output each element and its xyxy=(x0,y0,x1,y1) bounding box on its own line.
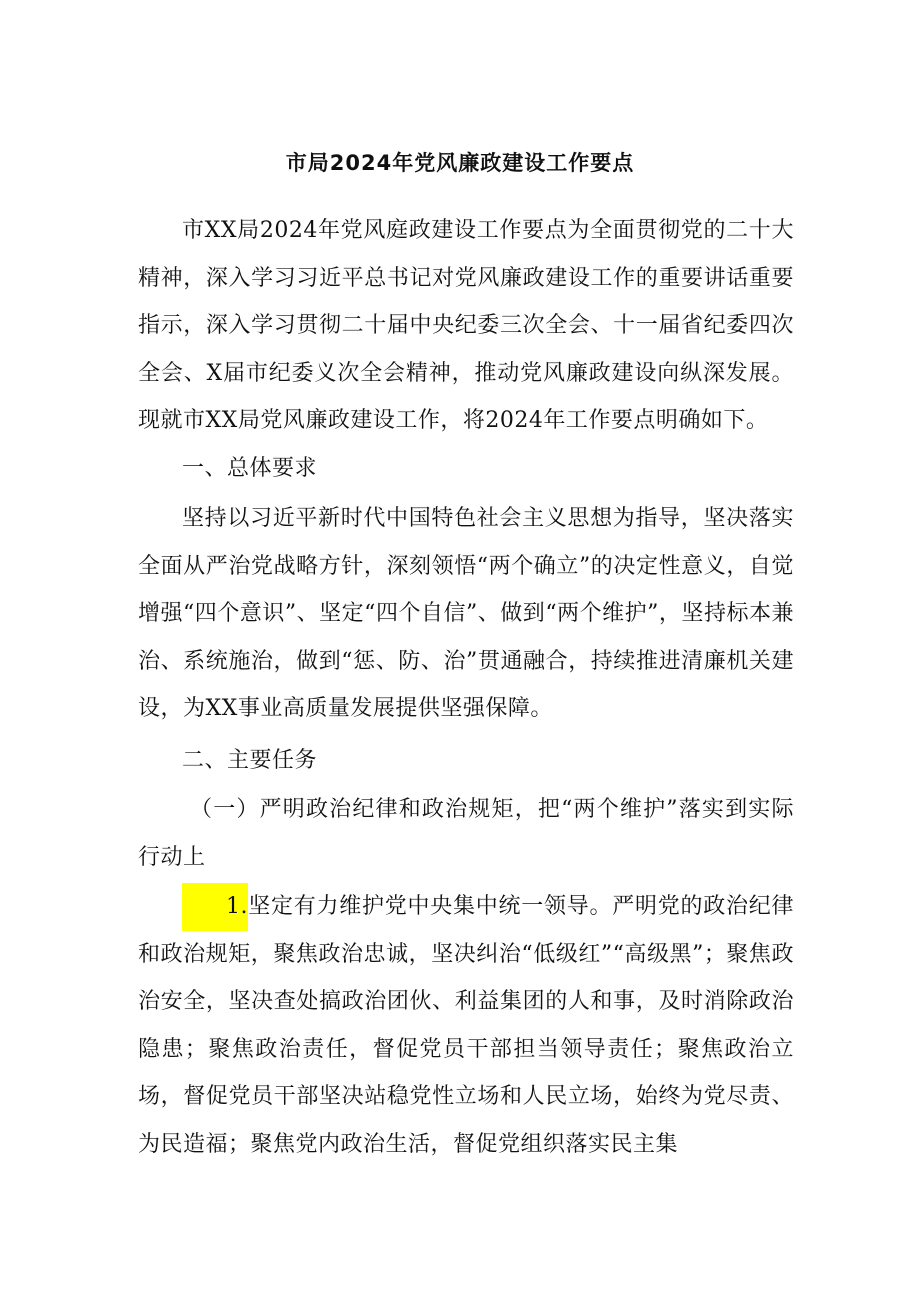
intro-paragraph xyxy=(138,207,794,445)
subsection-1-heading: （一）严明政治纪律和政治规矩，把“两个维护”落实到实际行动上 xyxy=(138,797,794,870)
item-1-paragraph xyxy=(138,883,794,1169)
subsection-1-heading-block xyxy=(138,786,794,881)
section-1-text: 坚持以习近平新时代中国特色社会主义思想为指导，坚决落实全面从严治党战略方针，深刻领悟“两个确立”的决定性意义，自觉增强“四个意识”、坚定“四个自信”、做到“两个维护”，坚持标本兼治、系统施治，做到“惩、防、治”贯通融合，持续推进清廉机关建设，为XX事业高质量发展提供坚强保障。 xyxy=(138,506,795,722)
item-1-block xyxy=(138,883,794,1169)
item-1-number-highlight: 1. xyxy=(182,883,248,931)
intro-text: 市XX局2024年党风庭政建设工作要点为全面贯彻党的二十大精神，深入学习习近平总书记对党风廉政建设工作的重要讲话重要指示，深入学习贯彻二十届中央纪委三次全会、十一届省纪委四次全会、X届市纪委义次全会精神，推动党风廉政建设向纵深发展。现就市XX局党风廉政建设工作，将2024年工作要点明确如下。 xyxy=(138,218,794,434)
section-1-heading-block xyxy=(138,445,794,493)
section-1-heading: 一、总体要求 xyxy=(182,456,318,481)
item-1-text: 坚定有力维护党中央集中统一领导。严明党的政治纪律和政治规矩，聚焦政治忠诚，坚决纠治“低级红”“高级黑”；聚焦政治安全，坚决查处搞政治团伙、利益集团的人和事，及时消除政治隐患；聚焦政治责任，督促党员干部担当领导责任；聚焦政治立场，督促党员干部坚决站稳党性立场和人民立场，始终为党尽责、为民造福；聚焦党内政治生活，督促党组织落实民主集 xyxy=(138,894,794,1157)
section-2-heading: 二、主要任务 xyxy=(182,748,318,773)
document-title: 市局2024年党风廉政建设工作要点 xyxy=(285,151,635,175)
section-1-paragraph xyxy=(138,495,794,733)
section-2-heading-block xyxy=(138,737,794,785)
